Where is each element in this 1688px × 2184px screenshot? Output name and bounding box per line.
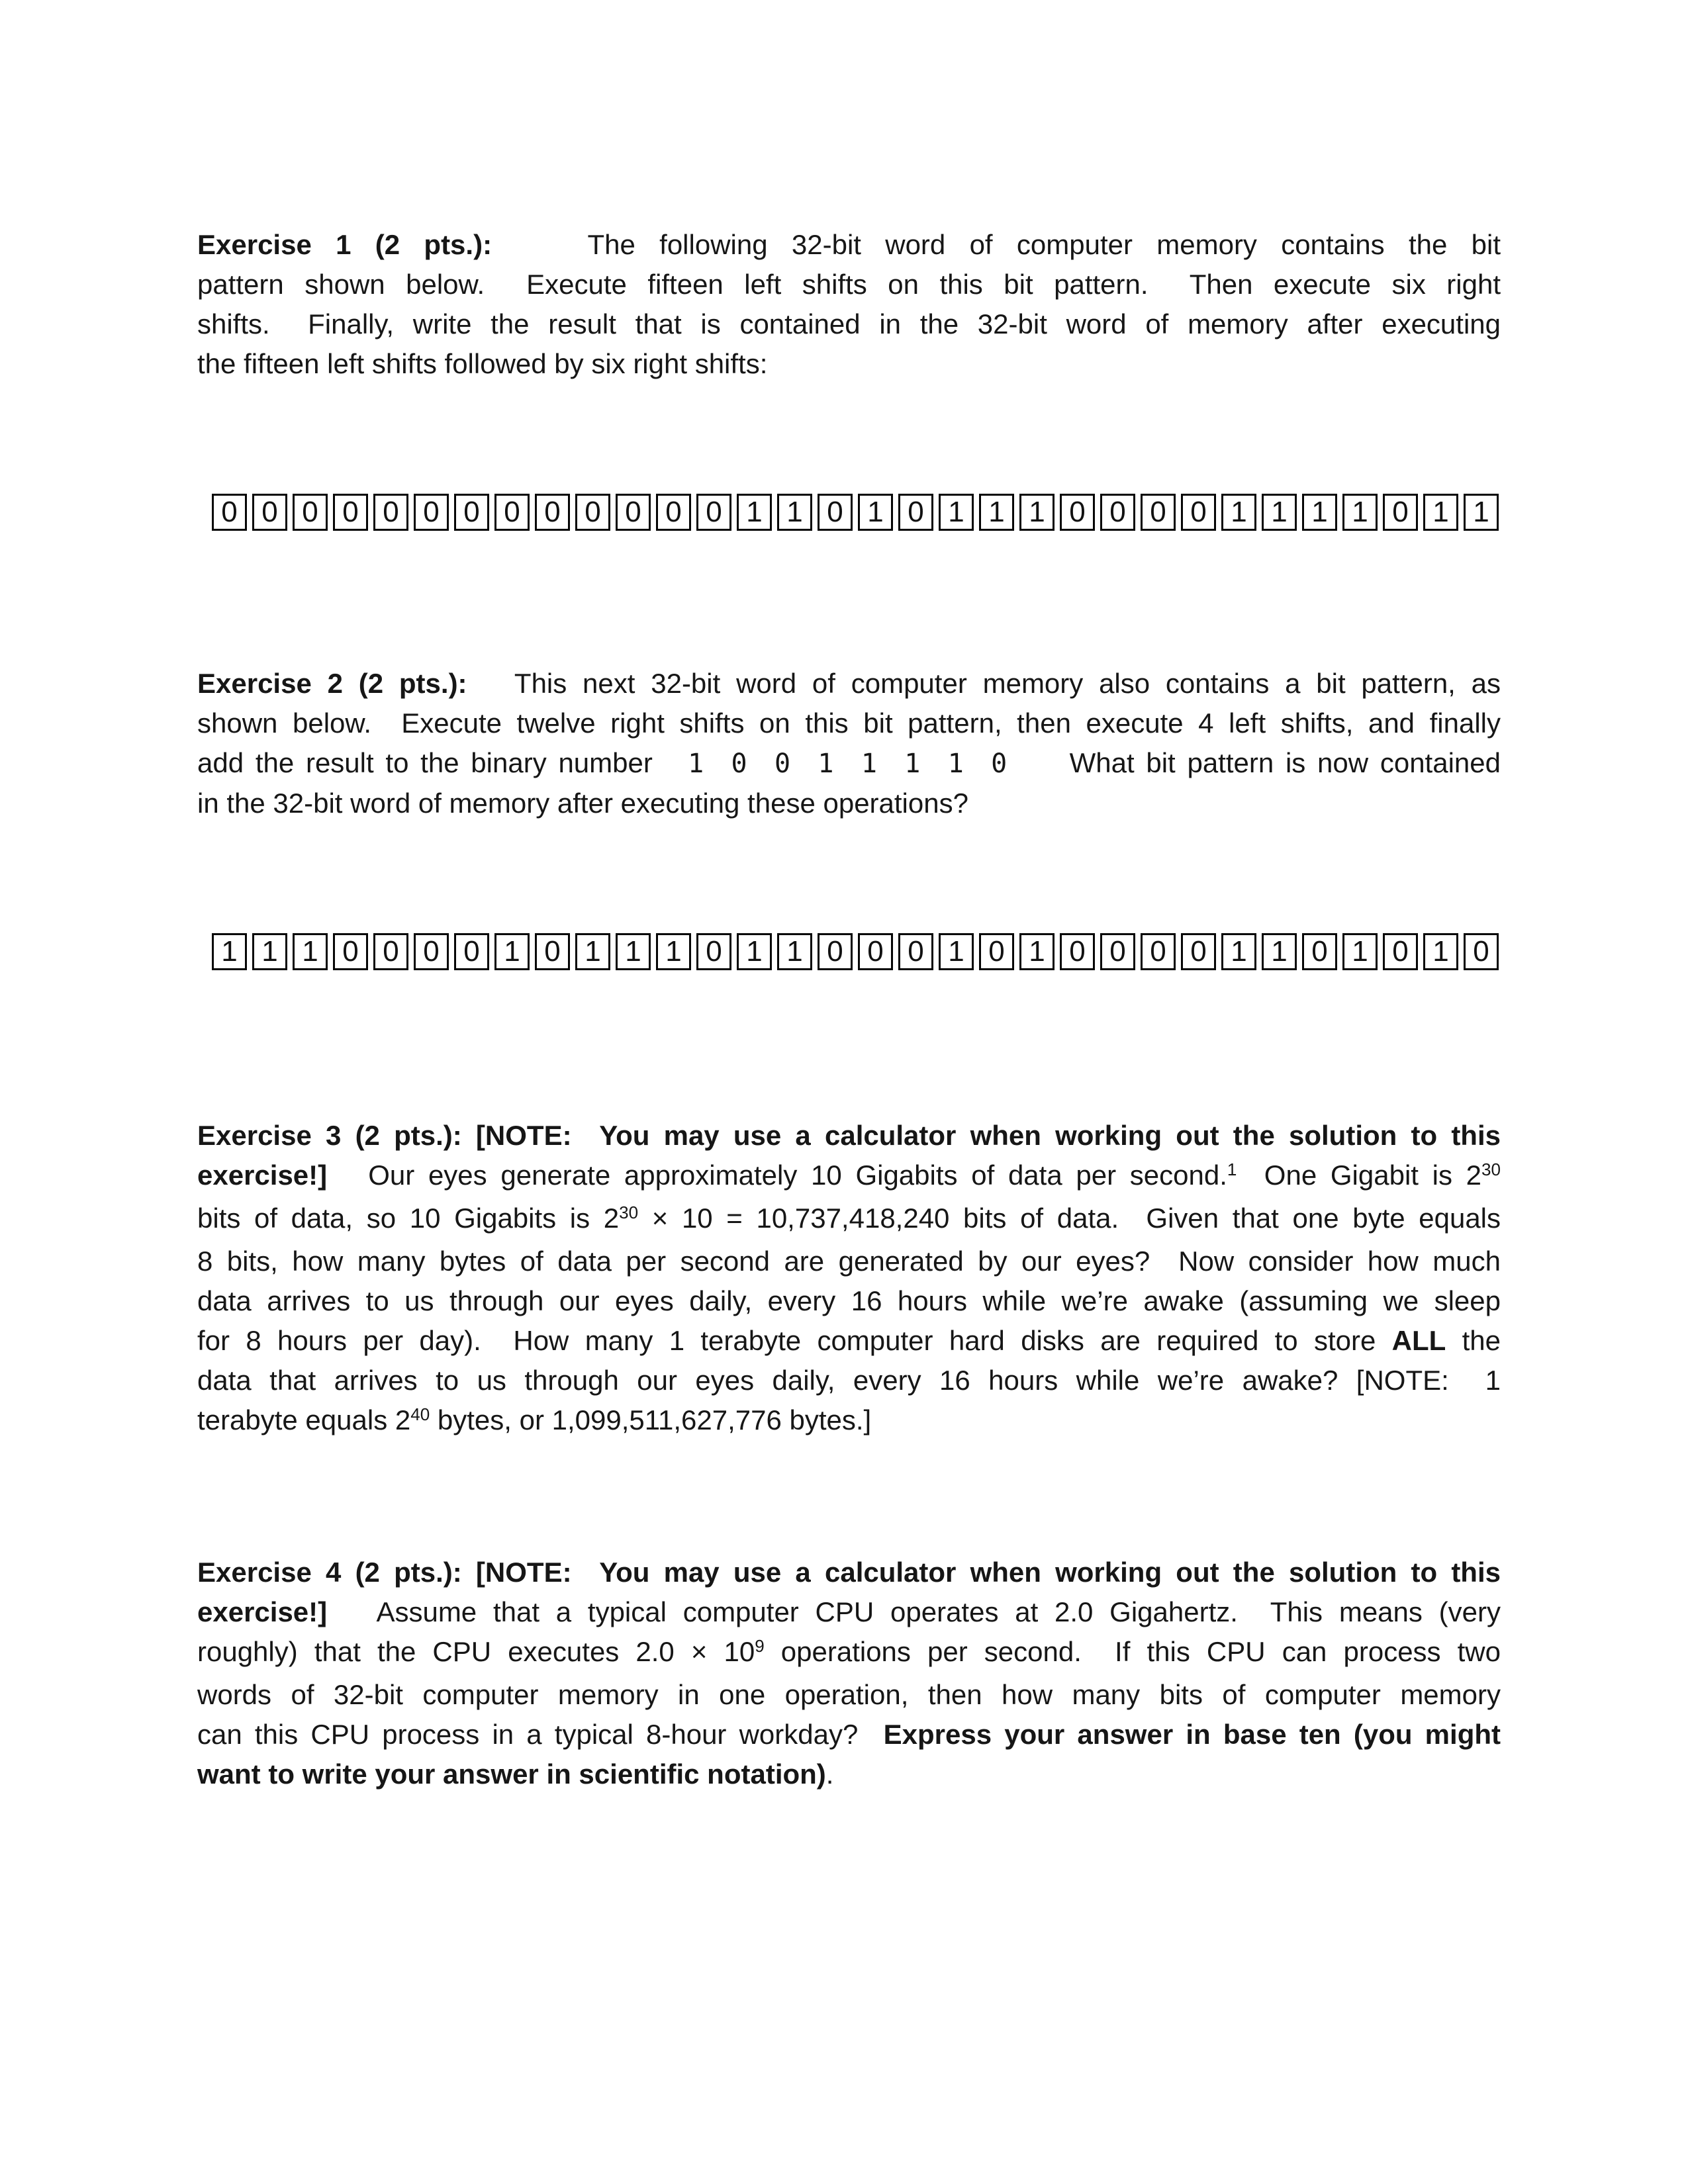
- bit-cell: 0: [1100, 494, 1135, 531]
- bit-cell: 0: [979, 933, 1014, 970]
- bit-cell: 1: [1262, 494, 1297, 531]
- bit-cell: 0: [656, 494, 691, 531]
- bit-cell: 0: [1181, 494, 1216, 531]
- paragraph-line: [197, 1553, 1501, 1592]
- bit-cell: 0: [898, 933, 933, 970]
- body-text: terabyte equals 2: [197, 1404, 411, 1435]
- superscript-text: 30: [1481, 1159, 1501, 1179]
- bit-cell: 1: [1342, 933, 1378, 970]
- superscript-text: 9: [755, 1635, 765, 1656]
- bit-cell: 1: [858, 494, 893, 531]
- bit-cell: 1: [293, 933, 328, 970]
- bit-cell: 1: [737, 494, 772, 531]
- body-text: add the result to the binary number: [197, 747, 688, 778]
- bit-cell: 1: [656, 933, 691, 970]
- bit-cell: 0: [1383, 494, 1418, 531]
- bit-cell: 0: [1100, 933, 1135, 970]
- body-text: × 10 = 10,737,418,240 bits of data. Given that one byte equals: [638, 1203, 1501, 1234]
- bit-cell: 0: [696, 494, 731, 531]
- bold-text: exercise!]: [197, 1160, 328, 1191]
- body-text: This next 32-bit word of computer memory also contains a bit pattern, as: [467, 668, 1501, 699]
- bold-text: Exercise 3 (2 pts.): [NOTE: You may use a calculator when working out the solution to this: [197, 1120, 1501, 1151]
- paragraph-line: [197, 1242, 1501, 1281]
- paragraph-line: [197, 1361, 1501, 1400]
- bit-cell: 0: [818, 494, 853, 531]
- body-text: bits of data, so 10 Gigabits is 2: [197, 1203, 620, 1234]
- bit-cell: 0: [252, 494, 287, 531]
- paragraph-line: [197, 1754, 1501, 1794]
- bit-cell: 1: [939, 494, 974, 531]
- exercise-1-paragraph: [197, 225, 1501, 384]
- bit-cell: 1: [737, 933, 772, 970]
- bit-cell: 0: [898, 494, 933, 531]
- bit-cell: 0: [494, 494, 530, 531]
- bit-cell: 1: [1423, 933, 1458, 970]
- bit-cell: 0: [696, 933, 731, 970]
- paragraph-line: [197, 1199, 1501, 1242]
- exercise-3-paragraph: [197, 1116, 1501, 1443]
- bit-cell: 1: [494, 933, 530, 970]
- body-text: .: [825, 1758, 834, 1790]
- body-text: operations per second. If this CPU can process two: [764, 1636, 1501, 1667]
- bit-cell: 0: [333, 933, 368, 970]
- bold-text: Exercise 1 (2 pts.):: [197, 229, 492, 260]
- body-text: data that arrives to us through our eyes daily, every 16 hours while we’re awake? [NOTE: 1: [197, 1365, 1501, 1396]
- body-text: the: [1446, 1325, 1501, 1356]
- bit-cell: 1: [1262, 933, 1297, 970]
- bit-cell: 0: [414, 933, 449, 970]
- paragraph-line: [197, 1592, 1501, 1632]
- bit-cell: 0: [454, 933, 489, 970]
- paragraph-line: [197, 1156, 1501, 1199]
- paragraph-line: [197, 1281, 1501, 1321]
- paragraph-line: [197, 1400, 1501, 1443]
- body-text: pattern shown below. Execute fifteen left shifts on this bit pattern. Then execute six right: [197, 269, 1501, 300]
- body-text: data arrives to us through our eyes daily, every 16 hours while we’re awake (assuming we sleep: [197, 1285, 1501, 1316]
- bit-cell: 0: [1383, 933, 1418, 970]
- body-text: shown below. Execute twelve right shifts on this bit pattern, then execute 4 left shifts, and finally: [197, 707, 1501, 739]
- body-text: the fifteen left shifts followed by six right shifts:: [197, 348, 768, 379]
- paragraph-line: [197, 1632, 1501, 1675]
- paragraph-line: [197, 344, 1501, 384]
- bit-cell: 0: [414, 494, 449, 531]
- bit-cell: 1: [1423, 494, 1458, 531]
- bit-cell: 1: [1342, 494, 1378, 531]
- body-text: Our eyes generate approximately 10 Gigabits of data per second.: [327, 1160, 1227, 1191]
- paragraph-line: [197, 784, 1501, 823]
- paragraph-line: [197, 1675, 1501, 1715]
- bold-text: Express your answer in base ten (you might: [883, 1719, 1501, 1750]
- superscript-text: 30: [619, 1202, 639, 1222]
- superscript-text: 1: [1227, 1159, 1237, 1179]
- paragraph-line: [197, 265, 1501, 304]
- bit-cell: 1: [1302, 494, 1337, 531]
- bit-cell: 0: [454, 494, 489, 531]
- exercise-2-paragraph: [197, 664, 1501, 823]
- bit-cell: 0: [858, 933, 893, 970]
- body-text: The following 32-bit word of computer memory contains the bit: [492, 229, 1501, 260]
- bold-text: Exercise 2 (2 pts.):: [197, 668, 467, 699]
- bold-text: exercise!]: [197, 1596, 328, 1627]
- bit-cell: 1: [1019, 933, 1055, 970]
- body-text: can this CPU process in a typical 8-hour workday?: [197, 1719, 884, 1750]
- bit-cell: 1: [1221, 494, 1256, 531]
- binary-inline-text: 1 0 0 1 1 1 1 0: [688, 749, 1011, 779]
- bit-cell: 0: [1060, 494, 1095, 531]
- paragraph-line: [197, 304, 1501, 344]
- body-text: shifts. Finally, write the result that is contained in the 32-bit word of memory after executing: [197, 308, 1501, 340]
- bit-cell: 0: [1060, 933, 1095, 970]
- body-text: One Gigabit is 2: [1237, 1160, 1482, 1191]
- body-text: in the 32-bit word of memory after executing these operations?: [197, 788, 968, 819]
- bit-cell: 0: [373, 494, 408, 531]
- bold-text: want to write your answer in scientific notation): [197, 1758, 826, 1790]
- paragraph-line: [197, 1321, 1501, 1361]
- body-text: What bit pattern is now contained: [1010, 747, 1501, 778]
- bit-cell: 0: [373, 933, 408, 970]
- bit-cell: 0: [293, 494, 328, 531]
- bit-cell: 0: [1181, 933, 1216, 970]
- paragraph-line: [197, 743, 1501, 784]
- bit-cell: 1: [1221, 933, 1256, 970]
- bit-cell: 1: [252, 933, 287, 970]
- paragraph-line: [197, 225, 1501, 265]
- bit-cell: 0: [333, 494, 368, 531]
- bit-cell: 1: [777, 494, 812, 531]
- bold-text: Exercise 4 (2 pts.): [NOTE: You may use a calculator when working out the solution to this: [197, 1557, 1501, 1588]
- body-text: words of 32-bit computer memory in one operation, then how many bits of computer memory: [197, 1679, 1501, 1710]
- paragraph-line: [197, 1715, 1501, 1754]
- bit-cell: 1: [616, 933, 651, 970]
- bit-cell: 0: [1141, 933, 1176, 970]
- bit-cell: 0: [212, 494, 247, 531]
- bit-cell: 0: [1141, 494, 1176, 531]
- body-text: 8 bits, how many bytes of data per second are generated by our eyes? Now consider how much: [197, 1246, 1501, 1277]
- bit-cell: 1: [1019, 494, 1055, 531]
- bit-cell: 0: [1464, 933, 1499, 970]
- paragraph-line: [197, 704, 1501, 743]
- bit-cell: 1: [212, 933, 247, 970]
- bit-cell: 1: [979, 494, 1014, 531]
- bit-cell: 1: [1464, 494, 1499, 531]
- bold-text: ALL: [1391, 1325, 1446, 1356]
- body-text: roughly) that the CPU executes 2.0 × 10: [197, 1636, 755, 1667]
- bit-cell: 0: [535, 933, 570, 970]
- exercise-4-paragraph: [197, 1553, 1501, 1794]
- paragraph-line: [197, 1116, 1501, 1156]
- bit-cell: 1: [777, 933, 812, 970]
- exercise-2-bit-row: [212, 933, 1499, 970]
- bit-cell: 0: [535, 494, 570, 531]
- body-text: for 8 hours per day). How many 1 terabyte computer hard disks are required to store: [197, 1325, 1392, 1356]
- body-text: Assume that a typical computer CPU operates at 2.0 Gigahertz. This means (very: [327, 1596, 1501, 1627]
- bit-cell: 1: [575, 933, 610, 970]
- superscript-text: 40: [410, 1404, 430, 1424]
- bit-cell: 0: [818, 933, 853, 970]
- body-text: bytes, or 1,099,511,627,776 bytes.]: [430, 1404, 872, 1435]
- exercise-1-bit-row: [212, 494, 1499, 531]
- bit-cell: 1: [939, 933, 974, 970]
- bit-cell: 0: [575, 494, 610, 531]
- bit-cell: 0: [616, 494, 651, 531]
- paragraph-line: [197, 664, 1501, 704]
- bit-cell: 0: [1302, 933, 1337, 970]
